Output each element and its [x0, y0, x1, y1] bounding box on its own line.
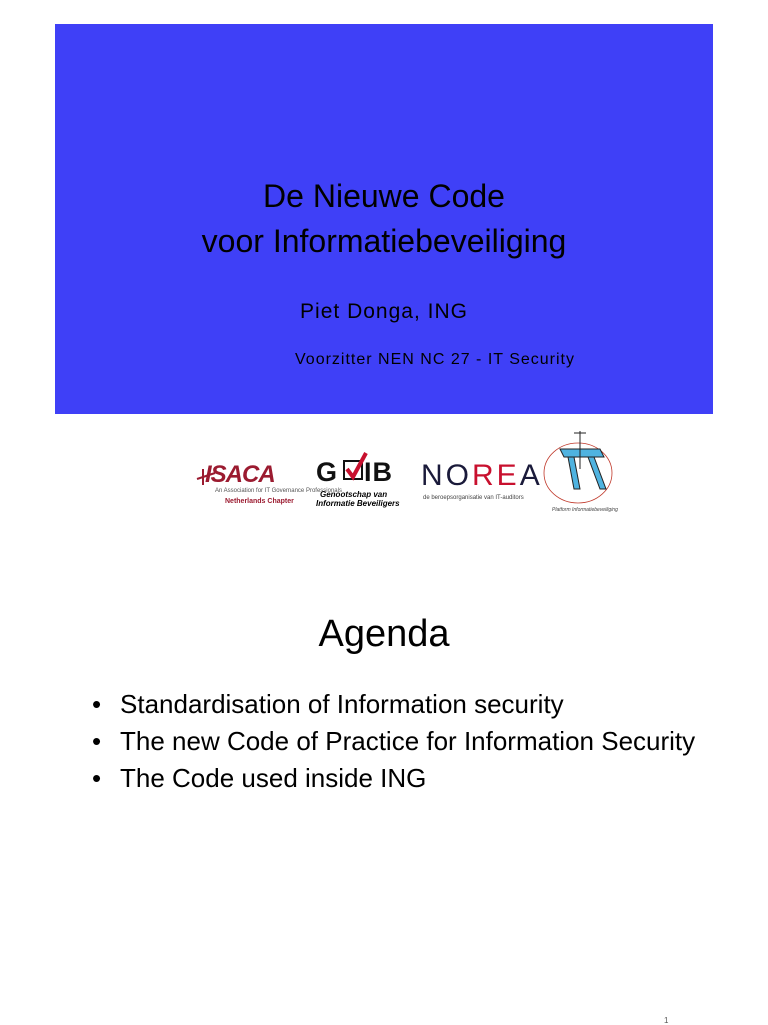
norea-wordmark: NOREA: [421, 459, 543, 492]
presenter-name: Piet Donga, ING: [300, 300, 468, 323]
govib-letter-g: G: [316, 457, 339, 487]
isaca-logo: [195, 461, 342, 511]
govib-tagline-2: Informatie Beveiligers: [316, 499, 400, 508]
slide-title-line2: voor Informatiebeveiliging: [201, 223, 567, 259]
page-number: 1: [664, 1016, 669, 1025]
pi-emblem-icon: [540, 429, 625, 509]
pi-tagline: Platform Informatiebeveiliging: [552, 507, 618, 513]
isaca-wordmark: ISACA: [205, 461, 275, 488]
presenter-role: Voorzitter NEN NC 27 - IT Security: [295, 351, 575, 368]
list-item: • The new Code of Practice for Information Security: [92, 726, 696, 756]
agenda-list: [92, 688, 712, 799]
platform-informatiebeveiliging-logo: [540, 429, 625, 521]
isaca-tagline: An Association for IT Governance Professionals: [215, 488, 342, 494]
bullet-icon: •: [92, 726, 102, 756]
norea-tagline: de beroepsorganisatie van IT-auditors: [423, 495, 524, 501]
list-item: • Standardisation of Information security: [92, 689, 564, 719]
govib-tagline-1: Genootschap van: [320, 490, 388, 499]
bullet-icon: •: [92, 689, 102, 719]
govib-logo: [314, 445, 404, 510]
list-item: • The Code used inside ING: [92, 763, 427, 793]
agenda-heading: Agenda: [318, 613, 450, 655]
checkmark-icon: [342, 451, 368, 481]
isaca-chapter: Netherlands Chapter: [225, 498, 294, 505]
sponsor-logos: [0, 415, 768, 535]
norea-logo: [421, 459, 543, 504]
slide-title-line1: De Nieuwe Code: [263, 178, 505, 214]
bullet-icon: •: [92, 763, 102, 793]
title-slide: [55, 24, 713, 414]
govib-letters-ib: IB: [364, 457, 394, 487]
